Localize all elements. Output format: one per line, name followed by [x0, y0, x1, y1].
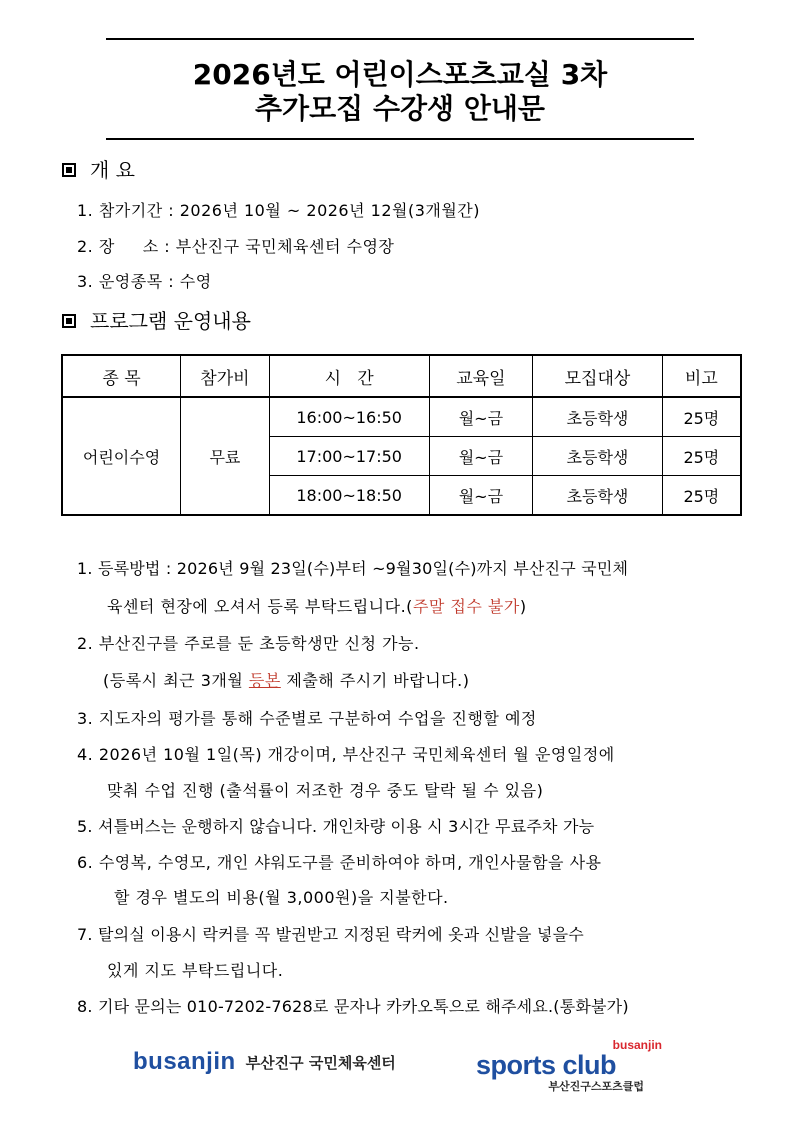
cell-note: 25명: [662, 437, 741, 476]
overview-heading-text: 개 요: [90, 158, 135, 182]
note-3: 3. 지도자의 평가를 통해 수준별로 구분하여 수업을 진행할 예정: [77, 709, 537, 728]
header-fee: 참가비: [181, 355, 270, 397]
note-1b: [107, 597, 527, 617]
cell-sport: 어린이수영: [62, 397, 181, 515]
note-4a: 4. 2026년 10월 1일(목) 개강이며, 부산진구 국민체육센터 월 운영일정에: [77, 745, 615, 764]
table-row: [62, 397, 741, 437]
sports-club-small-word: busanjin: [612, 1038, 662, 1052]
note-2b: [103, 671, 469, 691]
cell-note: 25명: [662, 397, 741, 437]
center-name: 부산진구 국민체육센터: [245, 1053, 396, 1072]
overview-item-1: 1. 참가기간 : 2026년 10월 ~ 2026년 12월(3개월간): [77, 201, 481, 220]
cell-time: 18:00~18:50: [269, 476, 429, 516]
busanjin-center-logo: [133, 1048, 396, 1076]
note-8: 8. 기타 문의는 010-7202-7628로 문자나 카카오톡으로 해주세요.(통화불가): [77, 997, 629, 1016]
note-7b: 있게 지도 부탁드립니다.: [107, 961, 284, 980]
cell-day: 월~금: [429, 437, 533, 476]
sports-club-korean: 부산진구스포츠클럽: [548, 1080, 644, 1093]
footer-logos: [0, 1038, 800, 1098]
cell-target: 초등학생: [533, 437, 663, 476]
note-2b-highlight: 등본: [248, 671, 281, 690]
header-target: 모집대상: [533, 355, 663, 397]
overview-heading: [62, 158, 135, 182]
cell-fee: 무료: [181, 397, 270, 515]
header-time: 시 간: [269, 355, 429, 397]
sports-club-logo: [476, 1038, 666, 1094]
square-bullet-icon: [62, 314, 76, 328]
cell-time: 16:00~16:50: [269, 397, 429, 437]
cell-day: 월~금: [429, 397, 533, 437]
bottom-rule: [106, 138, 694, 140]
title-line-1: 2026년도 어린이스포츠교실 3차: [192, 58, 608, 91]
note-4b: 맞춰 수업 진행 (출석률이 저조한 경우 중도 탈락 될 수 있음): [107, 781, 544, 800]
cell-target: 초등학생: [533, 476, 663, 516]
table-header-row: [62, 355, 741, 397]
note-1b-text: 육센터 현장에 오셔서 등록 부탁드립니다.(: [107, 597, 413, 616]
note-6b: 할 경우 별도의 비용(월 3,000원)을 지불한다.: [114, 888, 449, 907]
program-table: [61, 354, 742, 516]
busanjin-wordmark: busanjin: [133, 1048, 236, 1075]
note-1a: 1. 등록방법 : 2026년 9월 23일(수)부터 ~9월30일(수)까지 부산진구 국민체: [77, 559, 629, 578]
note-6a: 6. 수영복, 수영모, 개인 샤워도구를 준비하여야 하며, 개인사물함을 사용: [77, 853, 602, 872]
square-bullet-icon: [62, 163, 76, 177]
note-1b-highlight: 주말 접수 불가: [412, 597, 520, 616]
note-2a: 2. 부산진구를 주로를 둔 초등학생만 신청 가능.: [77, 634, 420, 653]
header-sport: 종 목: [62, 355, 181, 397]
top-rule: [106, 38, 694, 40]
overview-item-3: 3. 운영종목 : 수영: [77, 272, 212, 291]
title-line-2: 추가모집 수강생 안내문: [255, 92, 545, 125]
note-1b-close: ): [519, 597, 527, 616]
cell-note: 25명: [662, 476, 741, 516]
program-heading: [62, 309, 251, 333]
cell-target: 초등학생: [533, 397, 663, 437]
note-2b-close: 제출해 주시기 바랍니다.): [280, 671, 470, 690]
header-day: 교육일: [429, 355, 533, 397]
overview-item-2: 2. 장 소 : 부산진구 국민체육센터 수영장: [77, 237, 395, 256]
note-7a: 7. 탈의실 이용시 락커를 꼭 발권받고 지정된 락커에 옷과 신발을 넣을수: [77, 925, 584, 944]
note-2b-text: (등록시 최근 3개월: [103, 671, 249, 690]
cell-day: 월~금: [429, 476, 533, 516]
cell-time: 17:00~17:50: [269, 437, 429, 476]
program-heading-text: 프로그램 운영내용: [90, 309, 251, 333]
header-note: 비고: [662, 355, 741, 397]
sports-club-wordmark: sports club: [476, 1050, 617, 1080]
note-5: 5. 셔틀버스는 운행하지 않습니다. 개인차량 이용 시 3시간 무료주차 가능: [77, 817, 595, 836]
